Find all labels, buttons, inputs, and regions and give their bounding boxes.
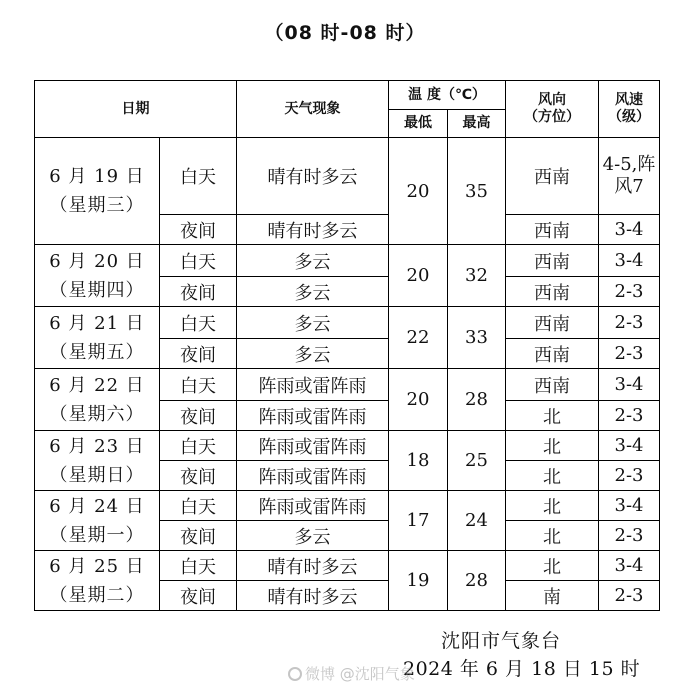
max-temp-cell: 35 <box>448 138 506 245</box>
wind-speed-cell: 4-5,阵风7 <box>599 138 660 215</box>
forecast-table <box>34 80 660 611</box>
min-temp-cell: 18 <box>389 431 448 491</box>
forecast-row-day <box>35 491 660 521</box>
wind-direction-cell: 西南 <box>506 307 599 339</box>
max-temp-cell: 33 <box>448 307 506 369</box>
forecast-row-day <box>35 369 660 401</box>
wind-speed-cell: 2-3 <box>599 307 660 339</box>
date-cell <box>35 138 160 245</box>
date-label: 6 月 20 日 <box>49 250 145 272</box>
header-row <box>35 81 660 110</box>
wind-speed-cell: 2-3 <box>599 277 660 307</box>
wind-direction-cell: 南 <box>506 581 599 611</box>
wind-speed-cell: 3-4 <box>599 245 660 277</box>
min-temp-header: 最低 <box>389 110 448 138</box>
date-label: 6 月 25 日 <box>49 555 145 577</box>
weather-cell: 晴有时多云 <box>237 138 389 215</box>
date-label: 6 月 24 日 <box>49 495 145 517</box>
wind-direction-cell: 北 <box>506 401 599 431</box>
period-cell: 夜间 <box>160 277 237 307</box>
wind-direction-cell: 北 <box>506 431 599 461</box>
forecast-row-day <box>35 245 660 277</box>
wind-direction-cell: 西南 <box>506 369 599 401</box>
max-temp-cell: 28 <box>448 551 506 611</box>
issue-datetime: 2024 年 6 月 18 日 15 时 <box>403 658 641 680</box>
weather-cell: 晴有时多云 <box>237 581 389 611</box>
wind-speed-cell: 2-3 <box>599 401 660 431</box>
wind-direction-cell: 北 <box>506 551 599 581</box>
weekday-label: （星期四） <box>49 279 145 301</box>
wind-direction-cell: 西南 <box>506 215 599 245</box>
wind-speed-cell: 3-4 <box>599 369 660 401</box>
weather-cell: 多云 <box>237 521 389 551</box>
issuing-office: 沈阳市气象台 <box>441 630 562 652</box>
period-cell: 夜间 <box>160 215 237 245</box>
weekday-label: （星期五） <box>49 341 145 363</box>
wind-direction-cell: 北 <box>506 461 599 491</box>
weather-header: 天气现象 <box>237 81 389 138</box>
date-header: 日期 <box>35 81 237 138</box>
period-cell: 夜间 <box>160 339 237 369</box>
weather-cell: 晴有时多云 <box>237 551 389 581</box>
max-temp-cell: 32 <box>448 245 506 307</box>
wind-speed-header: 风速 （级） <box>599 81 660 138</box>
wind-speed-cell: 3-4 <box>599 491 660 521</box>
period-cell: 白天 <box>160 138 237 215</box>
max-temp-cell: 24 <box>448 491 506 551</box>
period-cell: 夜间 <box>160 581 237 611</box>
weather-cell: 阵雨或雷阵雨 <box>237 369 389 401</box>
weather-cell: 多云 <box>237 307 389 339</box>
period-cell: 白天 <box>160 369 237 401</box>
weekday-label: （星期三） <box>49 195 145 216</box>
date-label: 6 月 23 日 <box>49 435 145 457</box>
wind-speed-cell: 3-4 <box>599 431 660 461</box>
wind-direction-cell: 北 <box>506 521 599 551</box>
wind-direction-cell: 西南 <box>506 277 599 307</box>
date-cell <box>35 491 160 551</box>
weekday-label: （星期一） <box>49 524 145 546</box>
wind-speed-cell: 2-3 <box>599 461 660 491</box>
min-temp-cell: 19 <box>389 551 448 611</box>
wind-speed-cell: 2-3 <box>599 521 660 551</box>
date-cell <box>35 245 160 307</box>
forecast-row-day <box>35 307 660 339</box>
max-temp-cell: 25 <box>448 431 506 491</box>
period-cell: 白天 <box>160 245 237 277</box>
period-cell: 白天 <box>160 551 237 581</box>
weather-cell: 阵雨或雷阵雨 <box>237 401 389 431</box>
wind-speed-cell: 2-3 <box>599 581 660 611</box>
date-cell <box>35 431 160 491</box>
weather-cell: 阵雨或雷阵雨 <box>237 491 389 521</box>
period-cell: 夜间 <box>160 521 237 551</box>
date-cell <box>35 551 160 611</box>
temperature-header: 温 度（℃） <box>389 81 506 110</box>
weather-cell: 多云 <box>237 277 389 307</box>
weather-cell: 多云 <box>237 245 389 277</box>
wind-direction-cell: 西南 <box>506 245 599 277</box>
weather-cell: 多云 <box>237 339 389 369</box>
wind-direction-cell: 北 <box>506 491 599 521</box>
wind-direction-cell: 西南 <box>506 339 599 369</box>
period-cell: 白天 <box>160 491 237 521</box>
period-cell: 白天 <box>160 307 237 339</box>
date-cell <box>35 307 160 369</box>
period-cell: 夜间 <box>160 461 237 491</box>
wind-direction-cell: 西南 <box>506 138 599 215</box>
min-temp-cell: 20 <box>389 138 448 245</box>
weather-cell: 阵雨或雷阵雨 <box>237 431 389 461</box>
forecast-row-day <box>35 551 660 581</box>
min-temp-cell: 17 <box>389 491 448 551</box>
weather-cell: 阵雨或雷阵雨 <box>237 461 389 491</box>
min-temp-cell: 22 <box>389 307 448 369</box>
weibo-watermark: 微博 @沈阳气象 <box>288 663 415 684</box>
wind-speed-cell: 2-3 <box>599 339 660 369</box>
date-cell <box>35 369 160 431</box>
period-cell: 白天 <box>160 431 237 461</box>
max-temp-cell: 28 <box>448 369 506 431</box>
weekday-label: （星期二） <box>49 584 145 606</box>
weekday-label: （星期日） <box>49 464 145 486</box>
weekday-label: （星期六） <box>49 403 145 425</box>
date-label: 6 月 22 日 <box>49 374 145 396</box>
forecast-row-day <box>35 431 660 461</box>
max-temp-header: 最高 <box>448 110 506 138</box>
table-subtitle: （08 时-08 时） <box>264 22 426 44</box>
wind-speed-cell: 3-4 <box>599 215 660 245</box>
min-temp-cell: 20 <box>389 245 448 307</box>
weibo-logo-icon <box>288 667 302 681</box>
wind-direction-header: 风向 （方位） <box>506 81 599 138</box>
date-label: 6 月 19 日 <box>49 166 145 187</box>
period-cell: 夜间 <box>160 401 237 431</box>
forecast-row-day <box>35 138 660 215</box>
min-temp-cell: 20 <box>389 369 448 431</box>
weather-cell: 晴有时多云 <box>237 215 389 245</box>
wind-speed-cell: 3-4 <box>599 551 660 581</box>
date-label: 6 月 21 日 <box>49 312 145 334</box>
